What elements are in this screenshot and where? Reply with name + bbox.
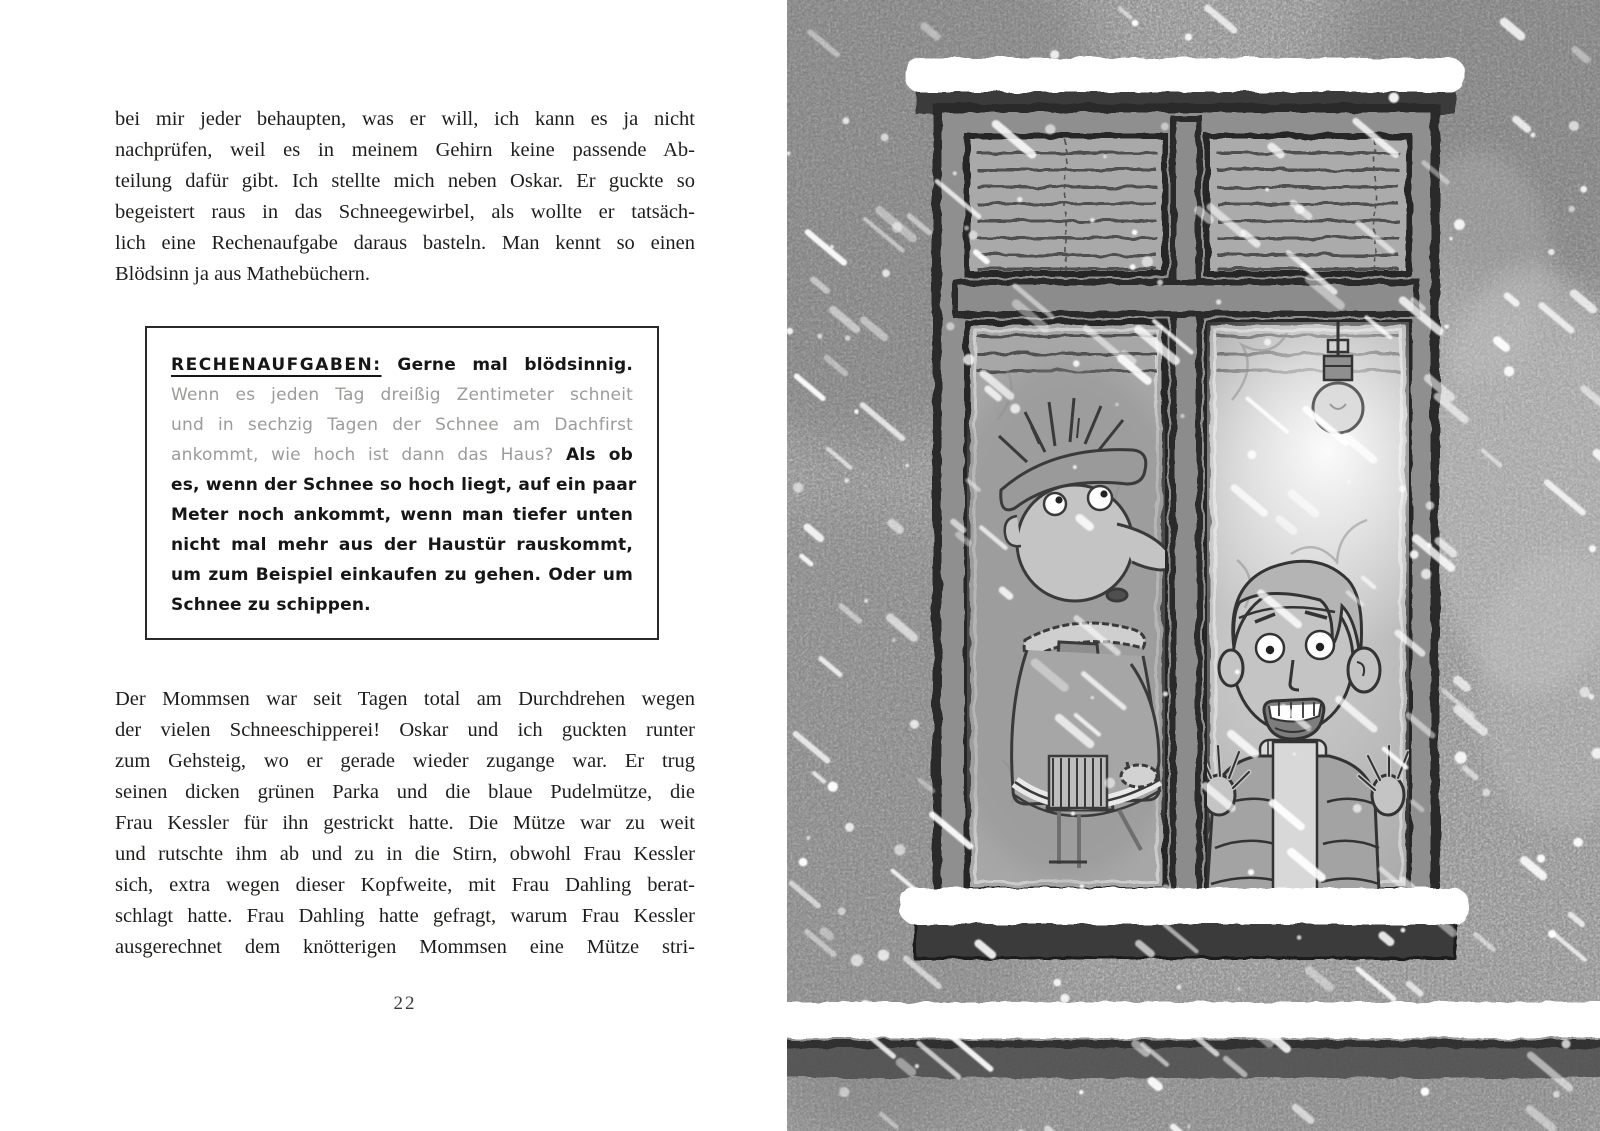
- text-line: und rutschte ihm ab und zu in die Stirn, obwohl Frau Kessler: [115, 843, 695, 865]
- text-line: Der Mommsen war seit Tagen total am Durchdrehen wegen: [115, 688, 695, 710]
- box-line: Meter noch ankommt, wenn man tiefer unten: [171, 505, 633, 525]
- text-line: begeistert raus in das Schneegewirbel, als wollte er tatsäch-: [115, 201, 695, 223]
- box-line: ankommt, wie hoch ist dann das Haus? Als ob: [171, 445, 634, 465]
- box-line: Wenn es jeden Tag dreißig Zentimeter schneit: [171, 385, 633, 405]
- text-line: bei mir jeder behaupten, was er will, ich kann es ja nicht: [115, 108, 695, 130]
- rechenaufgaben-info-box: [145, 326, 659, 640]
- text-line: ausgerechnet dem knötterigen Mommsen eine Mütze stri-: [115, 936, 695, 958]
- left-page-text-column: [115, 104, 695, 1015]
- text-line: sich, extra wegen dieser Kopfweite, mit Frau Dahling berat-: [115, 874, 695, 896]
- box-line: nicht mal mehr aus der Haustür rauskommt,: [171, 535, 633, 555]
- text-line: nachprüfen, weil es in meinem Gehirn keine passende Ab-: [115, 139, 695, 161]
- box-heading-rest: Gerne mal blödsinnig.: [397, 355, 634, 375]
- text-line: schlagt hatte. Frau Dahling hatte gefragt, warum Frau Kessler: [115, 905, 695, 927]
- page-number: 22: [393, 993, 417, 1014]
- box-heading: RECHENAUFGABEN:: [171, 355, 382, 375]
- text-line: seinen dicken grünen Parka und die blaue Pudelmütze, die: [115, 781, 695, 803]
- text-line: Blödsinn ja aus Mathebüchern.: [115, 263, 371, 285]
- text-line: Frau Kessler für ihn gestrickt hatte. Die Mütze war zu weit: [115, 812, 695, 834]
- paragraph-1: [115, 104, 695, 290]
- text-line: lich eine Rechenaufgabe daraus basteln. Man kennt so einen: [115, 232, 695, 254]
- box-line: und in sechzig Tagen der Schnee am Dachfirst: [171, 415, 633, 435]
- box-line: [171, 350, 633, 380]
- text-line: teilung dafür gibt. Ich stellte mich neben Oskar. Er guckte so: [115, 170, 695, 192]
- box-line: es, wenn der Schnee so hoch liegt, auf ein paar: [171, 475, 637, 495]
- text-line: zum Gehsteig, wo er gerade wieder zugange war. Er trug: [115, 750, 695, 772]
- box-line: um zum Beispiel einkaufen zu gehen. Oder um: [171, 565, 633, 585]
- box-line: Schnee zu schippen.: [171, 595, 371, 615]
- paragraph-2: [115, 684, 695, 963]
- text-line: der vielen Schneeschipperei! Oskar und ich guckten runter: [115, 719, 695, 741]
- snow-window-illustration: [787, 0, 1600, 1131]
